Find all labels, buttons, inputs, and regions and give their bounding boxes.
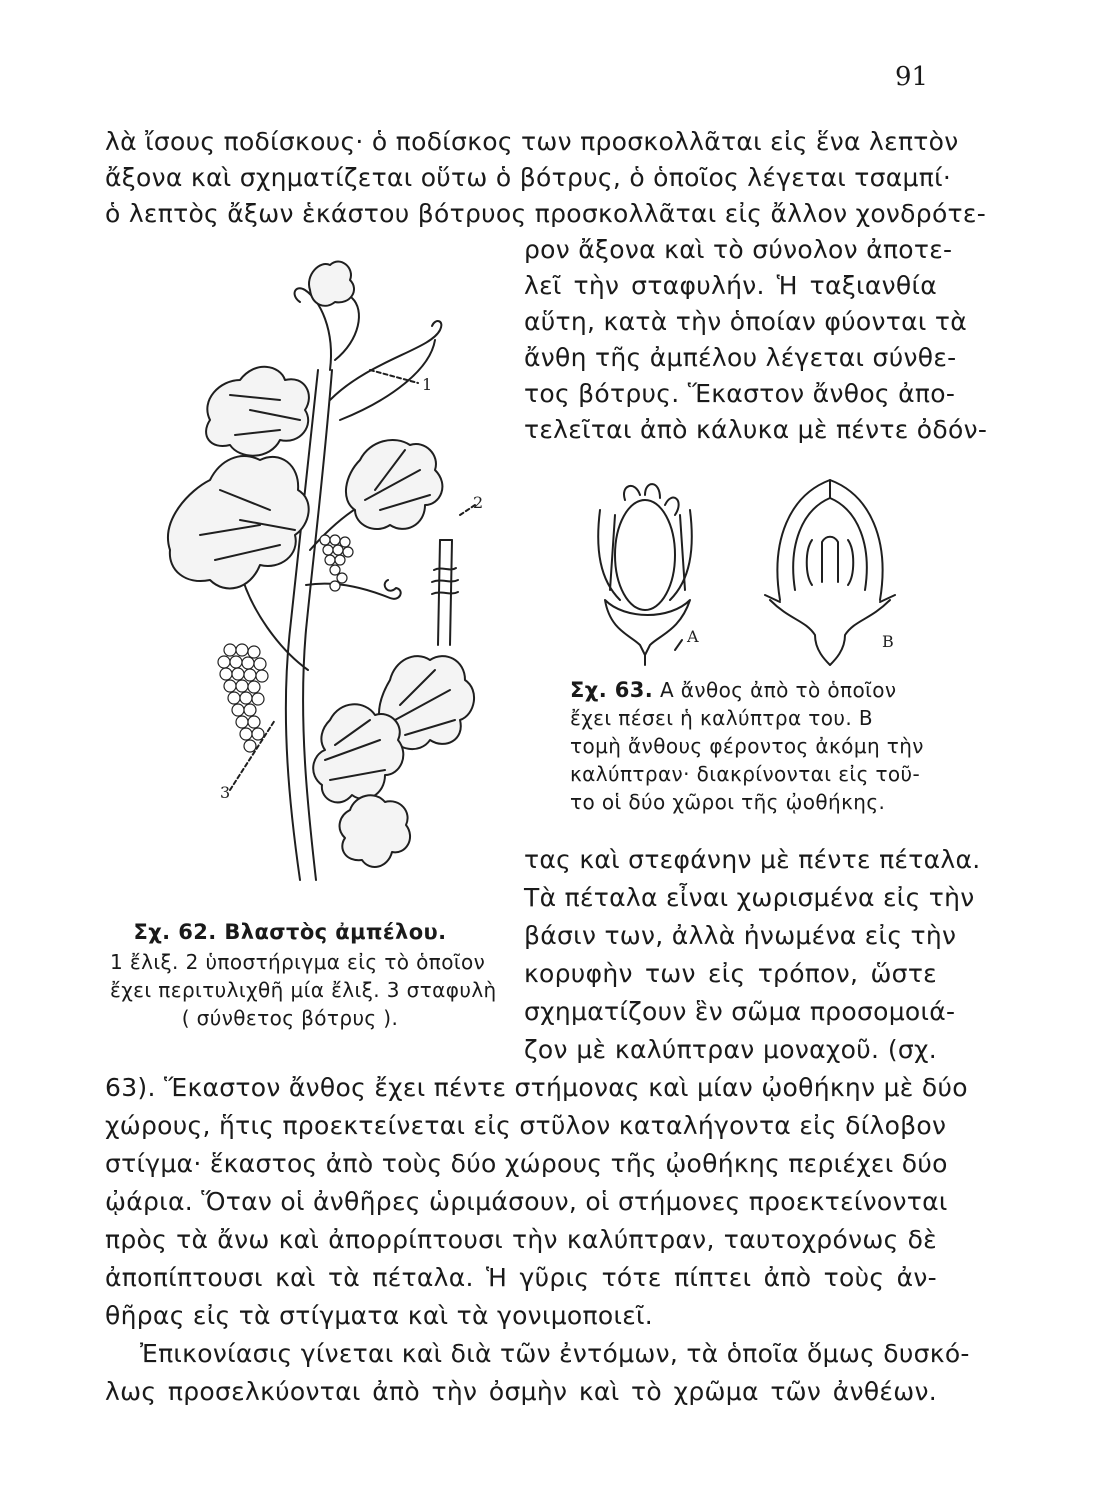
figure-label-2: 2 [473, 493, 484, 512]
text-line: σχηματίζουν ἓν σῶμα προσομοιά- [524, 997, 956, 1026]
text-line: τας καὶ στεφάνην μὲ πέντε πέταλα. [524, 845, 981, 874]
figure-62-vine-illustration [130, 250, 525, 890]
text-line: τος βότρυς. Ἕκαστον ἄνθος ἀπο- [524, 379, 956, 408]
text-line: χώρους, ἥτις προεκτείνεται εἰς στῦλον καταλήγοντα εἰς δίλοβον [105, 1111, 947, 1140]
text-line: ᾠάρια. Ὅταν οἱ ἀνθῆρες ὡριμάσουν, οἱ στήμονες προεκτείνονται [105, 1187, 948, 1216]
text-line: θῆρας εἰς τὰ στίγματα καὶ τὰ γονιμοποιεῖ. [105, 1301, 654, 1330]
grape-cluster [218, 644, 268, 752]
text-line: ὁ λεπτὸς ἄξων ἑκάστου βότρυος προσκολλᾶται εἰς ἄλλον χονδρότε- [105, 199, 987, 228]
caption-line: καλύπτραν· διακρίνονται εἰς τοῦ- [570, 762, 921, 786]
figure-label-a: Α [687, 627, 699, 646]
text-line: ἀποπίπτουσι καὶ τὰ πέταλα. Ἡ γῦρις τότε πίπτει ἀπὸ τοὺς ἀν- [105, 1263, 937, 1292]
text-line: ἄξονα καὶ σχηματίζεται οὕτω ὁ βότρυς, ὁ ὁποῖος λέγεται τσαμπί· [105, 163, 952, 192]
text-line: κορυφὴν των εἰς τρόπον, ὥστε [524, 959, 937, 988]
caption-line: ἔχει περιτυλιχθῆ μία ἔλιξ. 3 σταφυλὴ [110, 978, 497, 1002]
figure-label-1: 1 [422, 375, 433, 394]
caption-line: το οἱ δύο χῶροι τῆς ᾠοθήκης. [570, 790, 886, 814]
text-line: πρὸς τὰ ἄνω καὶ ἀπορρίπτουσι τὴν καλύπτραν, ταυτοχρόνως δὲ [105, 1225, 937, 1254]
text-line: λως προσελκύονται ἀπὸ τὴν ὀσμὴν καὶ τὸ χρῶμα τῶν ἀνθέων. [105, 1377, 937, 1406]
text-line: λεῖ τὴν σταφυλήν. Ἡ ταξιανθία [524, 271, 937, 300]
flower-b-drawing [765, 480, 895, 665]
page-number: 91 [895, 62, 929, 92]
caption-line: τομὴ ἄνθους φέροντος ἀκόμη τὴν [570, 734, 924, 758]
caption-line: ἔχει πέσει ἡ καλύπτρα του. Β [570, 706, 873, 730]
text-line: ζον μὲ καλύπτραν μοναχοῦ. (σχ. [524, 1035, 937, 1064]
text-line: ἄνθη τῆς ἀμπέλου λέγεται σύνθε- [524, 343, 957, 372]
text-line: τελεῖται ἀπὸ κάλυκα μὲ πέντε ὀδόν- [524, 415, 988, 444]
caption-line: Α ἄνθος ἀπὸ τὸ ὁποῖον [659, 678, 897, 702]
caption-line: 1 ἔλιξ. 2 ὑποστήριγμα εἰς τὸ ὁποῖον [110, 950, 486, 974]
text-line: 63). Ἕκαστον ἄνθος ἔχει πέντε στήμονας καὶ μίαν ᾠοθήκην μὲ δύο [105, 1073, 968, 1102]
flower-a-drawing [598, 484, 692, 665]
text-line: στίγμα· ἕκαστος ἀπὸ τοὺς δύο χώρους τῆς ᾠοθήκης περιέχει δύο [105, 1149, 948, 1178]
text-line: ρον ἄξονα καὶ τὸ σύνολον ἀποτε- [524, 235, 953, 264]
text-line: βάσιν των, ἀλλὰ ἠνωμένα εἰς τὴν [524, 921, 957, 950]
caption-line: ( σύνθετος βότρυς ). [181, 1006, 399, 1030]
figure-62-caption-title: Σχ. 62. Βλαστὸς ἀμπέλου. [133, 920, 447, 944]
text-line: αὕτη, κατὰ τὴν ὁποίαν φύονται τὰ [524, 307, 968, 336]
caption-number: Σχ. 63. [570, 678, 654, 702]
figure-label-3: 3 [220, 783, 231, 802]
figure-63-caption [570, 676, 910, 704]
figure-63-flower-illustration [590, 470, 930, 670]
grape-cluster [320, 535, 353, 591]
text-line: λὰ ἴσους ποδίσκους· ὁ ποδίσκος των προσκολλᾶται εἰς ἕνα λεπτὸν [105, 127, 959, 156]
text-line: Τὰ πέταλα εἶναι χωρισμένα εἰς τὴν [524, 883, 975, 912]
figure-label-b: Β [882, 632, 894, 651]
text-line: Ἐπικονίασις γίνεται καὶ διὰ τῶν ἐντόμων, τὰ ὁποῖα ὅμως δυσκό- [140, 1339, 970, 1368]
